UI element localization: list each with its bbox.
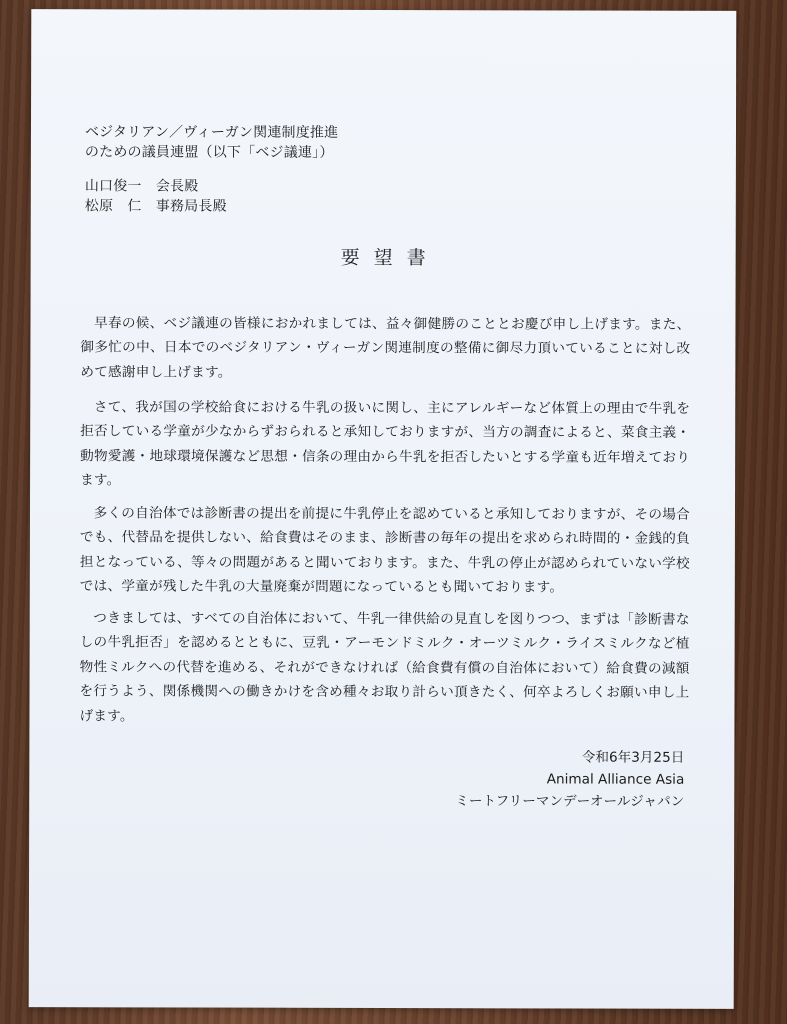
signature-org-1: Animal Alliance Asia bbox=[546, 771, 685, 788]
signature-org-2: ミートフリーマンデーオールジャパン bbox=[455, 793, 685, 810]
signature-block bbox=[455, 746, 684, 813]
addressee-block bbox=[85, 122, 339, 217]
paragraph-request: つきましては、すべての自治体において、牛乳一律供給の見直しを図りつつ、まずは「診断書なしの牛乳拒否」を認めるとともに、豆乳・アーモンドミルク・オーツミルク・ライスミルクなど植物性ミルクへの代替を進める、それができなければ（給食費有償の自治体において）給食費の減額を行うよう、関係機関への働きかけを含め種々お取り計らい頂きたく、何卒よろしくお願い申し上げます。 bbox=[79, 609, 690, 724]
addressee-line-1: ベジタリアン／ヴィーガン関連制度推進 bbox=[84, 124, 339, 141]
paragraph-problems: 多くの自治体では診断書の提出を前提に牛乳停止を認めていると承知しておりますが、その場合でも、代替品を提供しない、給食費はそのまま、診断書の毎年の提出を求められ時間的・金銭的負担となっている、等々の問題があると聞いております。また、牛乳の停止が認められていない学校では、学童が残した牛乳の大量廃棄が問題になっているとも聞いております。 bbox=[79, 504, 691, 596]
addressee-gap bbox=[85, 162, 338, 177]
addressee-line-2: のための議員連盟（以下「ベジ議連」） bbox=[84, 144, 334, 161]
paragraph-greeting: 早春の候、ベジ議連の皆様におかれましては、益々御健勝のこととお慶び申し上げます。また、御多忙の中、日本でのベジタリアン・ヴィーガン関連制度の整備に御尽力頂いていることに対し改めて感謝申し上げます。 bbox=[80, 314, 691, 381]
signature-date: 令和6年3月25日 bbox=[581, 749, 685, 766]
letter-paper bbox=[29, 9, 737, 1009]
recipient-chair: 山口俊一 会長殿 bbox=[84, 178, 199, 195]
recipient-secretary: 松原 仁 事務局長殿 bbox=[84, 198, 227, 215]
paragraph-background: さて、我が国の学校給食における牛乳の扱いに関し、主にアレルギーなど体質上の理由で牛乳を拒否している学童が少なからずおられると承知しておりますが、当方の調査によると、菜食主義・動物愛護・地球環境保護など思想・信条の理由から牛乳を拒否したいとする学童も近年増えております。 bbox=[80, 398, 691, 489]
document-title: 要望書 bbox=[340, 246, 440, 270]
